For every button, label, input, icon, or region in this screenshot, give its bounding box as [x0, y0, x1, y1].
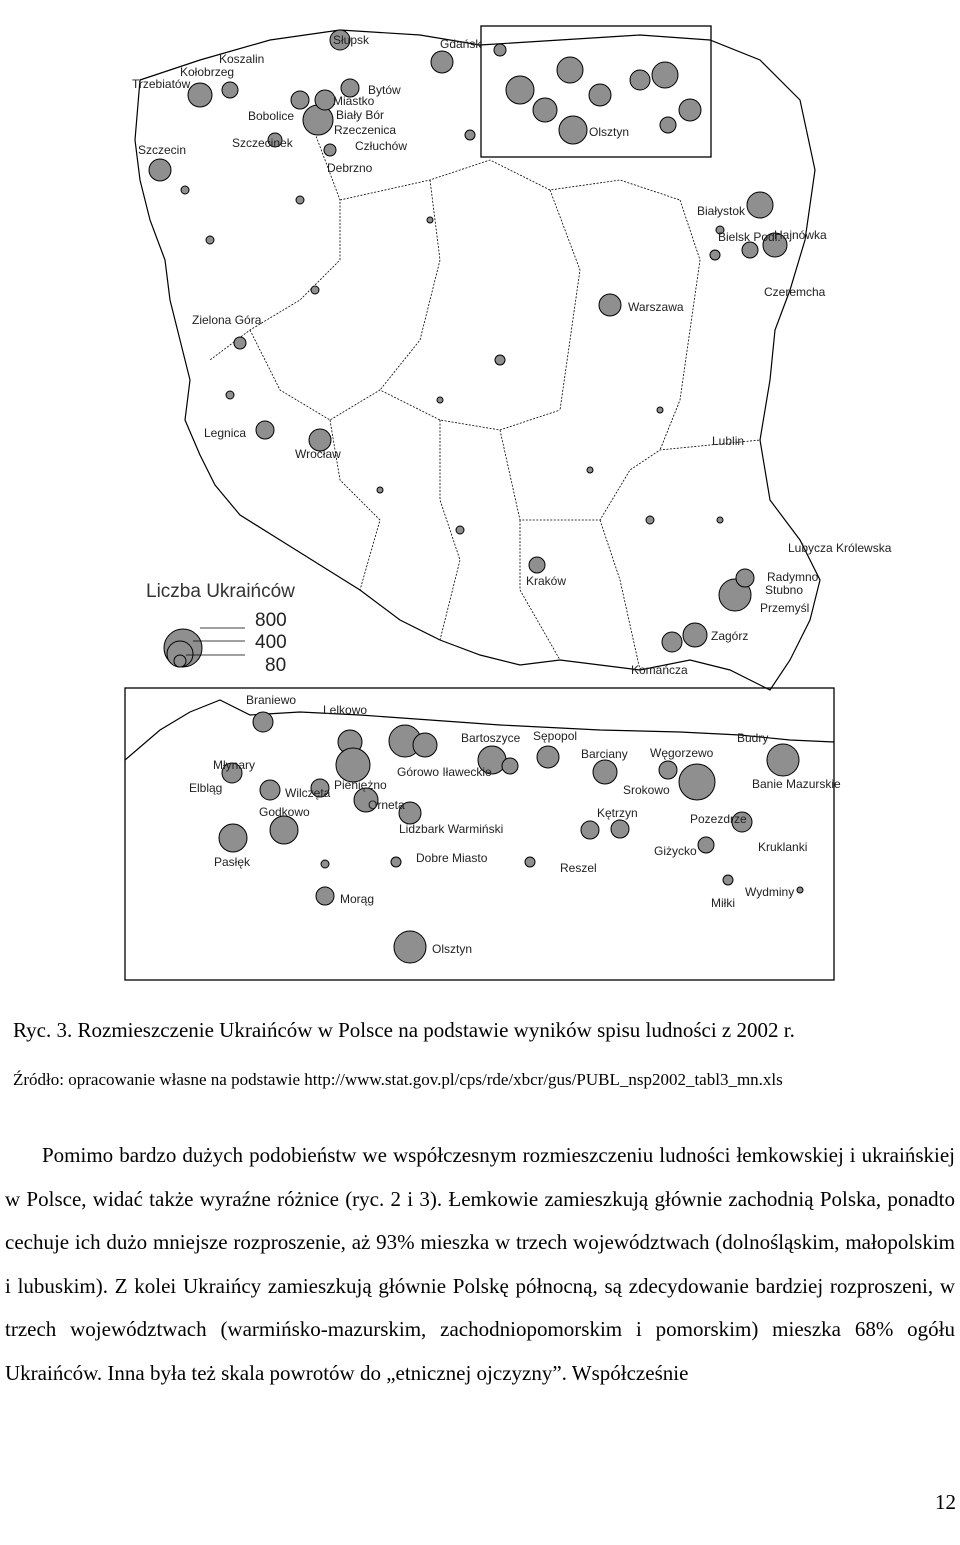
legend-title: Liczba Ukraińców: [146, 581, 295, 602]
label-zagorz: Zagórz: [711, 629, 749, 643]
label-debrzno: Debrzno: [327, 161, 373, 175]
legend-value-400: 400: [255, 632, 287, 653]
label-godkowo: Godkowo: [259, 805, 310, 819]
legend-value-80: 80: [265, 655, 287, 676]
label-szczecin: Szczecin: [138, 143, 187, 157]
label-paslek: Pasłęk: [214, 855, 251, 869]
label-ketrzyn: Kętrzyn: [597, 806, 638, 820]
label-wilczeta: Wilczęta: [285, 786, 331, 800]
label-lublin: Lublin: [712, 434, 745, 448]
label-czeremcha: Czeremcha: [764, 285, 826, 299]
label-kruklanki: Kruklanki: [758, 840, 808, 854]
label-zielona-gora: Zielona Góra: [192, 313, 262, 327]
inset-bubbles: [219, 712, 803, 963]
inset-border: [125, 700, 834, 760]
label-gizycko: Giżycko: [654, 844, 697, 858]
label-legnica: Legnica: [204, 426, 247, 440]
label-wegorzewo: Węgorzewo: [650, 746, 714, 760]
label-bialystok: Białystok: [697, 204, 746, 218]
label-barciany: Barciany: [581, 747, 628, 761]
label-czluchow: Człuchów: [355, 139, 408, 153]
label-elblag: Elbląg: [189, 781, 223, 795]
label-hajnowka: Hajnówka: [774, 228, 827, 242]
figure-caption: Ryc. 3. Rozmieszczenie Ukraińców w Polsce na podstawie wyników spisu ludności z 2002 r.: [13, 1018, 795, 1042]
label-bartoszyce: Bartoszyce: [461, 731, 521, 745]
label-olsztyn-main: Olsztyn: [589, 125, 630, 139]
label-wroclaw: Wrocław: [295, 447, 341, 461]
label-budry: Budry: [737, 731, 769, 745]
label-stubno: Stubno: [765, 583, 804, 597]
label-gdansk: Gdańsk: [440, 37, 482, 51]
label-bialy-bor: Biały Bór: [336, 108, 385, 122]
label-lelkowo: Lelkowo: [323, 703, 368, 717]
label-pozezdrze: Pozezdrze: [690, 812, 747, 826]
label-bielsk-podl: Bielsk Podl.: [718, 230, 781, 244]
page-number: 12: [935, 1490, 956, 1514]
label-banie-mazurskie: Banie Mazurskie: [752, 777, 841, 791]
label-morag: Morąg: [340, 892, 375, 906]
label-bobolice: Bobolice: [248, 109, 295, 123]
figure-source: Źródło: opracowanie własne na podstawie http://www.stat.gov.pl/cps/rde/xbcr/gus/PUBL_nsp2002_tabl3_mn.xls: [13, 1070, 783, 1089]
label-dobre-miasto: Dobre Miasto: [416, 851, 488, 865]
label-gorowo-ilaweckie: Górowo Iławeckie: [397, 765, 492, 779]
label-krakow: Kraków: [526, 574, 567, 588]
label-srokowo: Srokowo: [623, 783, 670, 797]
label-slupsk: Słupsk: [333, 33, 370, 47]
legend: [146, 581, 295, 676]
label-miastko: Miastko: [333, 94, 375, 108]
label-lubycza-krolewska: Lubycza Królewska: [788, 541, 892, 555]
main-map-bubbles: [149, 30, 787, 652]
label-wydminy: Wydminy: [745, 885, 795, 899]
label-orneta: Orneta: [368, 798, 405, 812]
label-kolobrzeg: Kołobrzeg: [180, 65, 235, 79]
label-pieniezno: Pieniężno: [334, 778, 387, 792]
legend-value-800: 800: [255, 610, 287, 631]
label-reszel: Reszel: [560, 861, 597, 875]
label-lidzbark-warminski: Lidzbark Warmiński: [399, 822, 504, 836]
label-koszalin: Koszalin: [219, 52, 265, 66]
label-olsztyn-inset: Olsztyn: [432, 942, 473, 956]
label-rzeczenica: Rzeczenica: [334, 123, 397, 137]
label-milki: Miłki: [711, 896, 735, 910]
label-braniewo: Braniewo: [246, 693, 297, 707]
label-warszawa: Warszawa: [628, 300, 684, 314]
label-bytow: Bytów: [368, 83, 401, 97]
body-paragraph: Pomimo bardzo dużych podobieństw we współczesnym rozmieszczeniu ludności łemkowskiej i ukraińskiej w Polsce, widać także wyraźne różnice (ryc. 2 i 3). Łemkowie zamieszkują głównie zachodnią Polska, ponadto cechuje ich dużo mniejsze rozproszenie, aż 93% mieszka w trzech województwach (dolnośląskim, małopolskim i lubuskim). Z kolei Ukraińcy zamieszkują głównie Polskę północną, są zdecydowanie bardziej rozproszeni, w trzech województwach (warmińsko-mazurskim, zachodniopomorskim i pomorskim) mieszka 68% ogółu Ukraińców. Inna była też skala powrotów do „etnicznej ojczyzny”. Współcześnie: [5, 1143, 955, 1385]
label-komancza: Komańcza: [631, 663, 688, 677]
label-radymno: Radymno: [767, 570, 819, 584]
label-przemysl: Przemyśl: [760, 601, 810, 615]
label-szczecinek: Szczecinek: [232, 136, 293, 150]
label-trzebiatow: Trzebiatów: [132, 77, 191, 91]
label-mlynary: Młynary: [213, 758, 256, 772]
label-sepopol: Sępopol: [533, 729, 578, 743]
